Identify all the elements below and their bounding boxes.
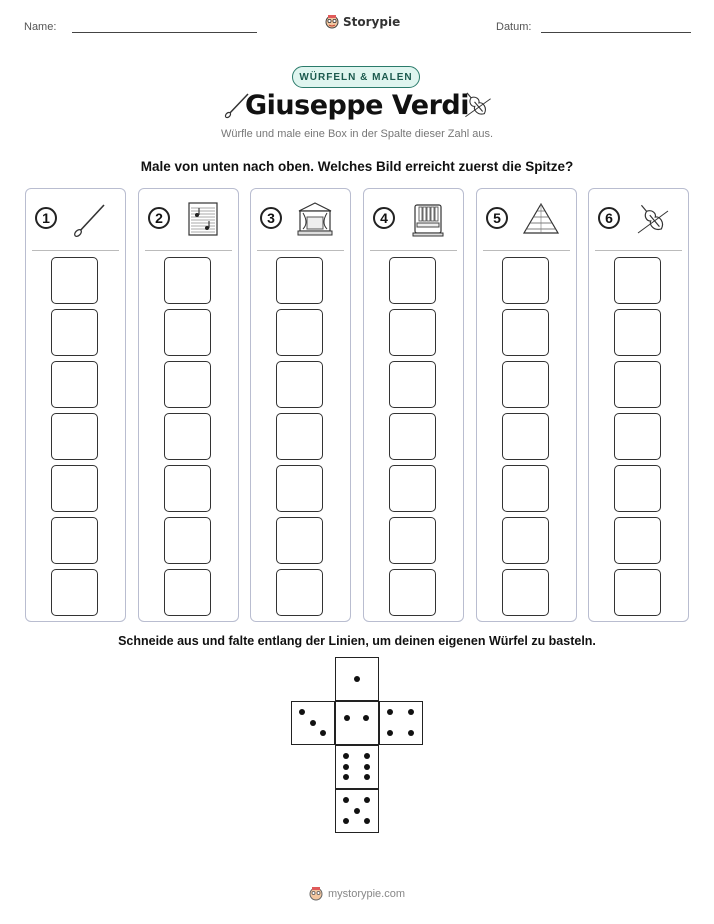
color-box[interactable]	[502, 309, 549, 356]
die-pip	[364, 797, 370, 803]
color-box[interactable]	[164, 413, 211, 460]
baton-icon	[70, 199, 110, 239]
column-header	[477, 189, 576, 251]
die-pip	[344, 715, 350, 721]
die-pip	[354, 676, 360, 682]
color-box[interactable]	[276, 257, 323, 304]
color-box[interactable]	[502, 465, 549, 512]
color-box[interactable]	[51, 257, 98, 304]
column-number: 4	[373, 207, 395, 229]
die-face-5	[335, 789, 379, 833]
color-box[interactable]	[164, 361, 211, 408]
storypie-footer-icon	[309, 886, 323, 902]
color-box[interactable]	[614, 569, 661, 616]
color-box[interactable]	[51, 569, 98, 616]
column-number: 3	[260, 207, 282, 229]
color-box[interactable]	[614, 465, 661, 512]
die-face-3	[291, 701, 335, 745]
color-box[interactable]	[614, 257, 661, 304]
color-box[interactable]	[389, 361, 436, 408]
die-pip	[310, 720, 316, 726]
cut-instructions: Schneide aus und falte entlang der Linien, um deinen eigenen Würfel zu basteln.	[118, 634, 596, 648]
die-pip	[343, 818, 349, 824]
date-label: Datum:	[496, 21, 532, 33]
die-pip	[387, 730, 393, 736]
column-number: 6	[598, 207, 620, 229]
die-face-2	[335, 701, 379, 745]
name-label: Name:	[24, 21, 57, 33]
color-box[interactable]	[276, 361, 323, 408]
color-box[interactable]	[389, 413, 436, 460]
color-box[interactable]	[389, 569, 436, 616]
color-box[interactable]	[164, 517, 211, 564]
color-box[interactable]	[164, 257, 211, 304]
column-divider	[483, 250, 570, 251]
color-box[interactable]	[389, 517, 436, 564]
die-face-6	[335, 745, 379, 789]
color-box[interactable]	[502, 569, 549, 616]
die-pip	[408, 709, 414, 715]
brand-logo	[325, 14, 400, 30]
die-pip	[343, 797, 349, 803]
activity-badge: WÜRFELN & MALEN	[292, 66, 420, 88]
die-face-1	[335, 657, 379, 701]
column-4	[363, 188, 464, 622]
column-3	[250, 188, 351, 622]
opera-stage-icon	[295, 199, 335, 239]
color-box[interactable]	[389, 309, 436, 356]
column-header	[139, 189, 238, 251]
name-field-line[interactable]	[72, 32, 257, 33]
die-pip	[343, 764, 349, 770]
page-subtitle: Würfle und male eine Box in der Spalte dieser Zahl aus.	[220, 128, 494, 140]
die-pip	[387, 709, 393, 715]
date-field-line[interactable]	[541, 32, 691, 33]
column-number: 2	[148, 207, 170, 229]
violin-title-icon	[460, 88, 496, 124]
color-box[interactable]	[276, 413, 323, 460]
die-pip	[343, 774, 349, 780]
color-box[interactable]	[276, 517, 323, 564]
color-box[interactable]	[51, 517, 98, 564]
die-pip	[320, 730, 326, 736]
color-box[interactable]	[614, 413, 661, 460]
organ-icon	[408, 199, 448, 239]
color-box[interactable]	[276, 569, 323, 616]
die-pip	[354, 808, 360, 814]
instructions: Male von unten nach oben. Welches Bild erreicht zuerst die Spitze?	[140, 159, 574, 174]
color-box[interactable]	[389, 465, 436, 512]
column-number: 1	[35, 207, 57, 229]
pyramid-icon	[521, 199, 561, 239]
color-box[interactable]	[502, 413, 549, 460]
column-header	[589, 189, 688, 251]
color-box[interactable]	[276, 309, 323, 356]
die-pip	[364, 818, 370, 824]
footer	[0, 886, 714, 902]
column-divider	[370, 250, 457, 251]
color-box[interactable]	[164, 465, 211, 512]
storypie-mascot-icon	[325, 14, 339, 30]
column-1	[25, 188, 126, 622]
brand-name: Storypie	[343, 15, 401, 29]
violin-icon	[633, 199, 673, 239]
column-divider	[145, 250, 232, 251]
color-box[interactable]	[614, 309, 661, 356]
column-divider	[257, 250, 344, 251]
page-title: Giuseppe Verdi	[244, 90, 470, 121]
die-pip	[343, 753, 349, 759]
color-box[interactable]	[276, 465, 323, 512]
column-2	[138, 188, 239, 622]
color-box[interactable]	[614, 517, 661, 564]
die-face-4	[379, 701, 423, 745]
color-box[interactable]	[51, 309, 98, 356]
color-box[interactable]	[164, 309, 211, 356]
color-box[interactable]	[502, 517, 549, 564]
color-box[interactable]	[51, 413, 98, 460]
column-5	[476, 188, 577, 622]
die-pip	[363, 715, 369, 721]
column-header	[364, 189, 463, 251]
footer-url: mystorypie.com	[327, 888, 406, 900]
column-number: 5	[486, 207, 508, 229]
column-header	[251, 189, 350, 251]
column-divider	[32, 250, 119, 251]
die-pip	[364, 774, 370, 780]
color-box[interactable]	[51, 361, 98, 408]
column-6	[588, 188, 689, 622]
color-box[interactable]	[614, 361, 661, 408]
color-box[interactable]	[502, 361, 549, 408]
color-box[interactable]	[502, 257, 549, 304]
color-box[interactable]	[51, 465, 98, 512]
column-header	[26, 189, 125, 251]
die-pip	[299, 709, 305, 715]
color-box[interactable]	[164, 569, 211, 616]
die-pip	[364, 753, 370, 759]
die-pip	[408, 730, 414, 736]
color-box[interactable]	[389, 257, 436, 304]
column-divider	[595, 250, 682, 251]
die-pip	[364, 764, 370, 770]
sheet-music-icon	[183, 199, 223, 239]
